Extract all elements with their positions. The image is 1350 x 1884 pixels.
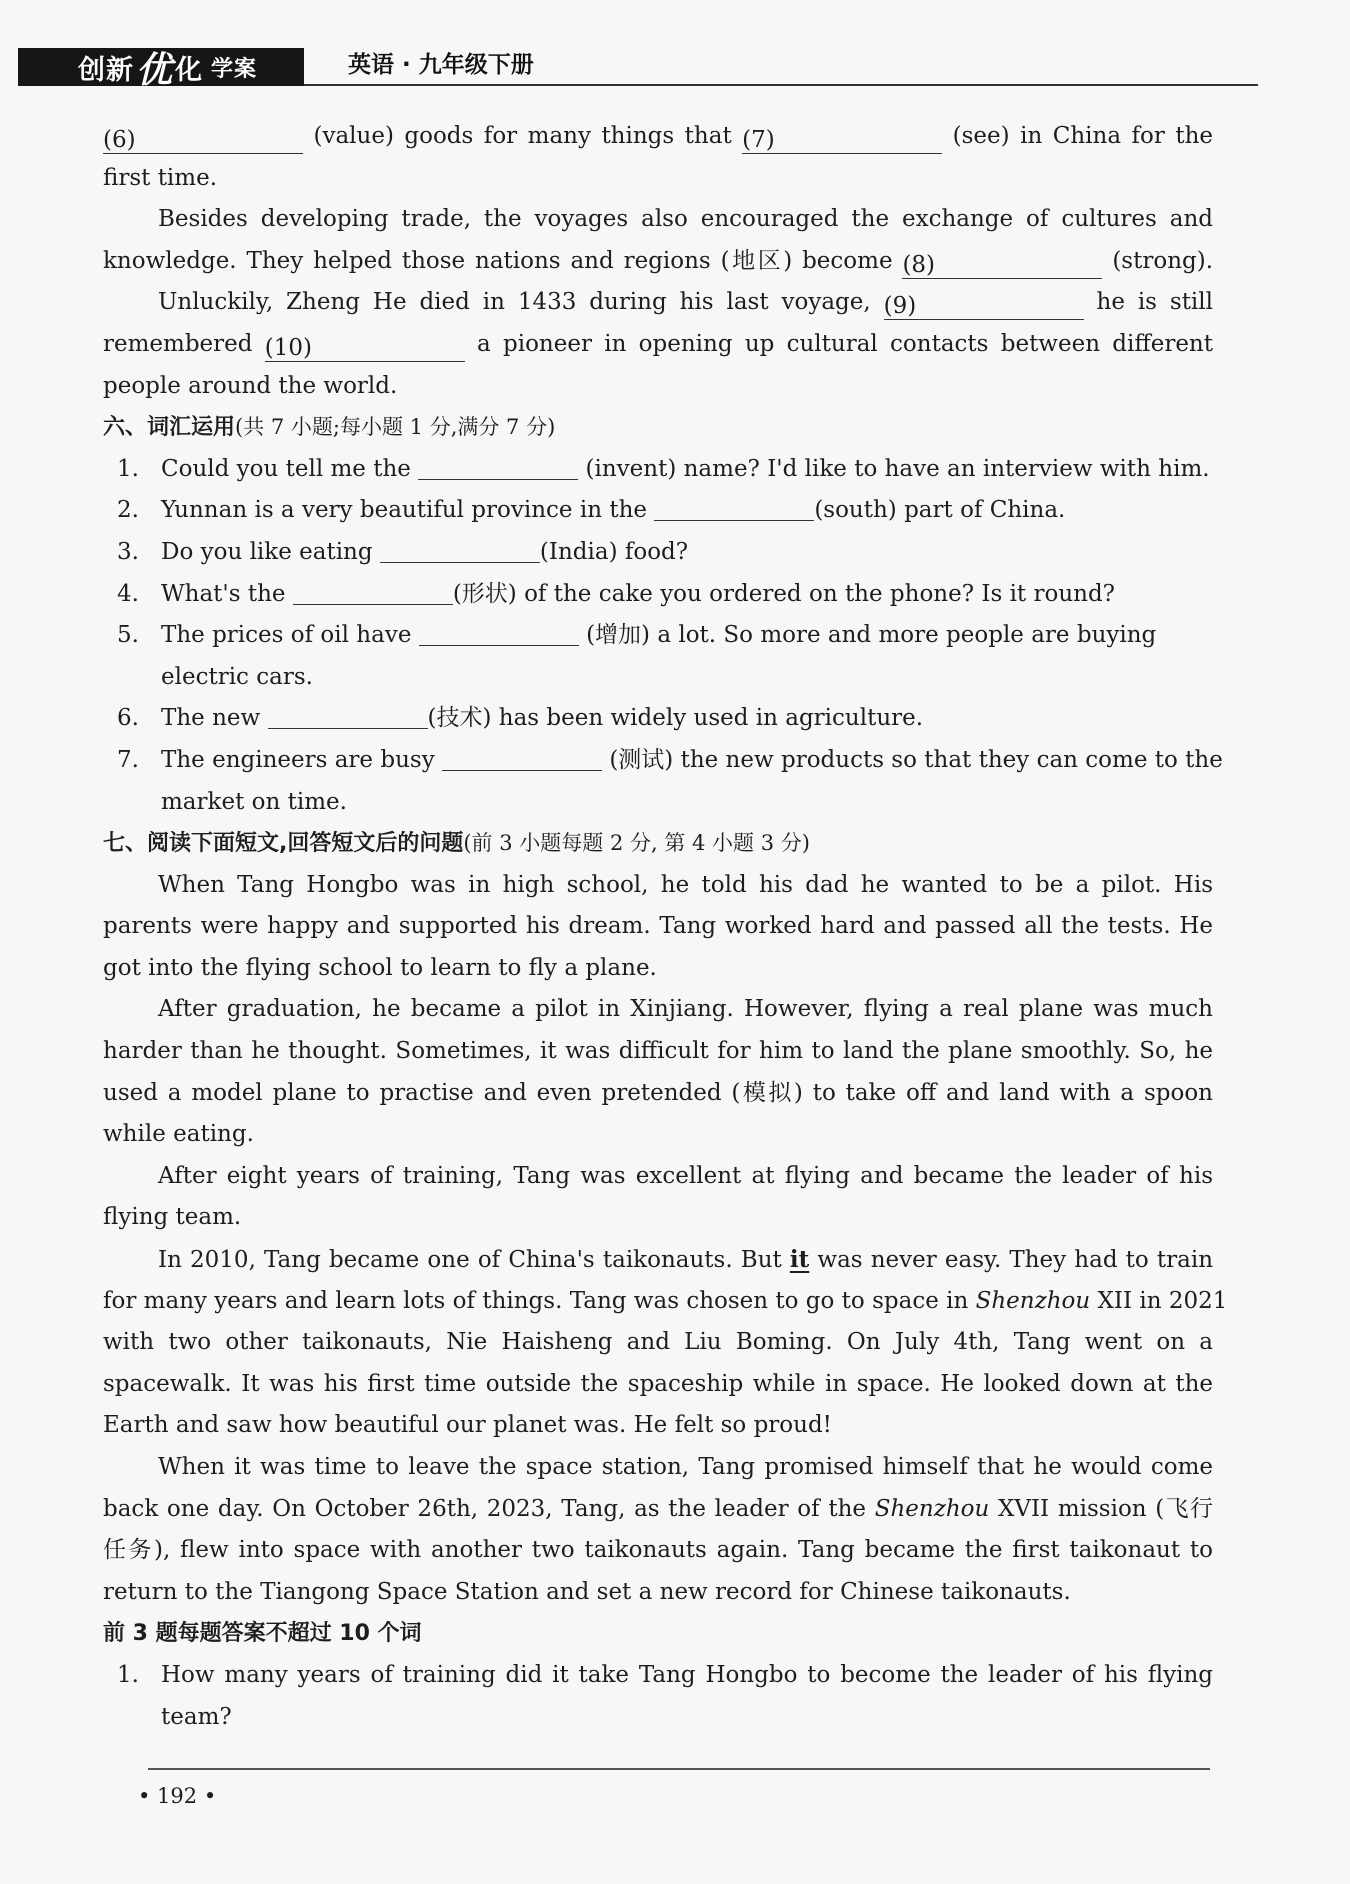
text-line: people around the world.	[103, 372, 398, 399]
text-line: When Tang Hongbo was in high school, he told his dad he wanted to be a pilot. His	[158, 871, 1213, 898]
answer-blank[interactable]	[654, 494, 814, 521]
question-item-continued: team?	[161, 1703, 232, 1730]
answer-blank[interactable]	[268, 702, 428, 729]
text-line: first time.	[103, 164, 218, 191]
answer-blank[interactable]: (8)	[902, 252, 1102, 279]
brand-text: 创新	[78, 54, 134, 86]
section-heading: 六、词汇运用(共 7 小题;每小题 1 分,满分 7 分)	[103, 415, 556, 441]
text-line: harder than he thought. Sometimes, it was difficult for him to land the plane smoothly. So, he	[103, 1038, 1213, 1065]
question-item-continued: market on time.	[161, 788, 347, 815]
section-heading: 七、阅读下面短文,回答短文后的问题(前 3 小题每题 2 分, 第 4 小题 3 分)	[103, 831, 810, 857]
text-line: with two other taikonauts, Nie Haisheng and Liu Boming. On July 4th, Tang went on a	[103, 1329, 1213, 1356]
underlined-word: it	[789, 1246, 810, 1274]
text-line: Earth and saw how beautiful our planet was. He felt so proud!	[103, 1412, 832, 1439]
text-line: used a model plane to practise and even pretended (模拟) to take off and land with a spoon	[103, 1079, 1213, 1106]
question-item: 1. Could you tell me the (invent) name? I'd like to have an interview with him.	[103, 449, 1213, 491]
page-header	[18, 44, 1258, 91]
question-item: 4. What's the (形状) of the cake you ordered on the phone? Is it round?	[103, 574, 1213, 616]
question-item: 3. Do you like eating (India) food?	[103, 532, 1213, 574]
text-line: knowledge. They helped those nations and regions (地区) become (8) (strong).	[103, 247, 1214, 278]
text-line: spacewalk. It was his first time outside the spaceship while in space. He looked down at the	[103, 1370, 1213, 1397]
answer-line[interactable]	[148, 1768, 1210, 1770]
question-item: 5. The prices of oil have (增加) a lot. So more and more people are buying	[103, 615, 1213, 657]
text-line: After graduation, he became a pilot in Xinjiang. However, flying a real plane was much	[158, 996, 1213, 1023]
subject-title: 英语 · 九年级下册	[348, 52, 534, 78]
text-line: parents were happy and supported his dream. Tang worked hard and passed all the tests. He	[103, 913, 1213, 940]
text-line: 任务), flew into space with another two taikonauts again. Tang became the first taikonaut to	[103, 1537, 1213, 1564]
answer-blank[interactable]	[293, 578, 453, 605]
brand-text: 优	[136, 49, 174, 91]
answer-blank[interactable]	[442, 744, 602, 771]
answer-blank[interactable]: (6)	[103, 127, 303, 154]
answer-blank[interactable]	[380, 536, 540, 563]
text-line: (6) (value) goods for many things that (7) (see) in China for the	[103, 123, 1214, 153]
text-line: Besides developing trade, the voyages also encouraged the exchange of cultures and	[158, 206, 1213, 233]
text-line: return to the Tiangong Space Station and set a new record for Chinese taikonauts.	[103, 1578, 1071, 1605]
answer-blank[interactable]	[419, 619, 579, 646]
header-divider	[304, 84, 1258, 86]
answer-blank[interactable]: (9)	[884, 293, 1084, 320]
question-item: 6. The new (技术) has been widely used in agriculture.	[103, 698, 1213, 740]
question-item: 7. The engineers are busy (测试) the new products so that they can come to the	[103, 740, 1213, 782]
text-line: After eight years of training, Tang was excellent at flying and became the leader of his	[158, 1162, 1213, 1189]
question-item: 2. Yunnan is a very beautiful province in the (south) part of China.	[103, 490, 1213, 532]
text-line: got into the flying school to learn to fly a plane.	[103, 954, 657, 981]
question-item-continued: electric cars.	[161, 663, 313, 690]
text-line: remembered (10) a pioneer in opening up cultural contacts between different	[103, 330, 1213, 361]
answer-blank[interactable]: (10)	[265, 335, 465, 362]
text-line: back one day. On October 26th, 2023, Tang, as the leader of the Shenzhou XVII mission (飞行	[103, 1495, 1214, 1522]
answer-blank[interactable]	[418, 453, 578, 480]
text-line: for many years and learn lots of things. Tang was chosen to go to space in Shenzhou XII in 2021	[103, 1287, 1228, 1314]
text-line: In 2010, Tang became one of China's taikonauts. But it was never easy. They had to train	[158, 1246, 1214, 1274]
sub-heading: 前 3 题每题答案不超过 10 个词	[103, 1621, 422, 1647]
text-line: Unluckily, Zheng He died in 1433 during his last voyage, (9) he is still	[158, 289, 1213, 320]
text-line: When it was time to leave the space station, Tang promised himself that he would come	[158, 1454, 1213, 1480]
brand-logo	[18, 48, 304, 91]
page-number: • 192 •	[138, 1784, 217, 1808]
answer-blank[interactable]: (7)	[742, 127, 942, 154]
question-item: 1. How many years of training did it take Tang Hongbo to become the leader of his flying	[117, 1661, 1213, 1688]
text-line: while eating.	[103, 1121, 254, 1148]
brand-text: 学案	[211, 56, 258, 82]
page-content	[103, 116, 1228, 1738]
brand-text: 化	[175, 54, 204, 86]
text-line: flying team.	[103, 1204, 242, 1231]
